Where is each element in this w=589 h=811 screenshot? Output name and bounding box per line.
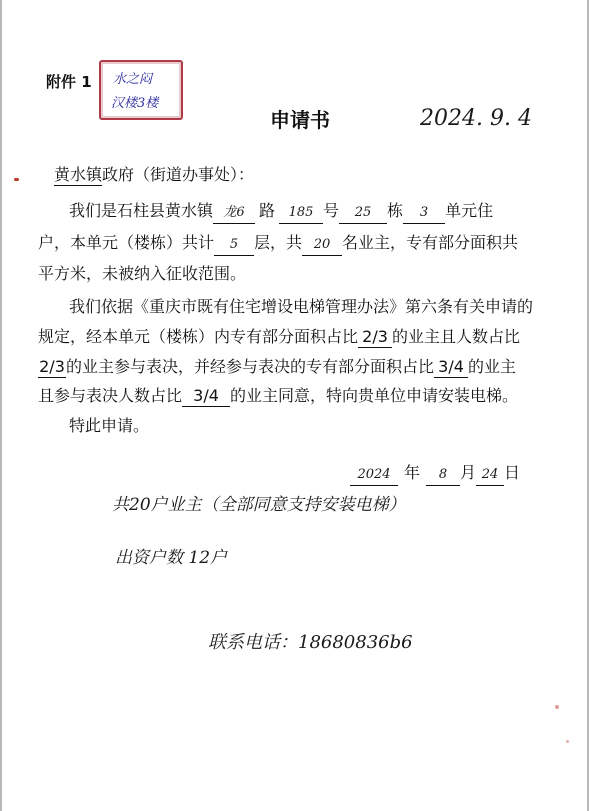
- road-fill: 龙6: [223, 205, 245, 220]
- signature-date: 2024 年 8 月 24 日: [350, 463, 520, 486]
- addressee-line: [54, 165, 254, 186]
- margin-mark: [555, 705, 559, 709]
- attachment-label: 附件 1: [46, 73, 92, 91]
- handwritten-note-owners: 共20户业主（全部同意支持安装电梯）: [112, 495, 406, 515]
- stamp-line-2: 汉楼3楼: [111, 96, 159, 111]
- area-ratio-2: 3/4: [434, 357, 468, 378]
- closing-text: 特此申请。: [69, 416, 150, 435]
- addressee-rest: 政府（街道办事处）：: [102, 165, 255, 184]
- addressee-name: 黄水镇: [54, 165, 103, 184]
- margin-mark: [566, 740, 569, 743]
- margin-mark: [14, 178, 19, 181]
- owners-fill: 20: [313, 237, 331, 252]
- paragraph-1-line-2: 户，本单元（楼栋）共计 5 层，共 20 名业主，专有部分面积共: [38, 233, 518, 256]
- paragraph-2-line-1: 我们依据《重庆市既有住宅增设电梯管理办法》第六条有关申请的: [69, 297, 534, 316]
- handwritten-note-contributors: 出资户数 12户: [115, 548, 228, 568]
- people-ratio-2: 3/4: [182, 386, 230, 407]
- scan-edge-left: [0, 0, 2, 811]
- paragraph-1-line-1: 我们是石柱县黄水镇 龙6 路 185 号 25 栋 3 单元住: [69, 201, 493, 224]
- number-fill: 185: [288, 205, 314, 220]
- paragraph-2-line-4: 且参与表决人数占比 3/4 的业主同意，特向贵单位申请安装电梯。: [38, 386, 519, 405]
- area-ratio-1: 2/3: [358, 327, 392, 348]
- paragraph-1-line-3: 平方米，未被纳入征收范围。: [38, 264, 247, 283]
- floors-fill: 5: [229, 237, 239, 252]
- people-ratio-1: 2/3: [39, 357, 65, 376]
- paragraph-2-line-2: 规定，经本单元（楼栋）内专有部分面积占比 2/3 的业主且人数占比: [38, 327, 521, 346]
- unit-fill: 3: [419, 205, 429, 220]
- handwritten-date: 2024. 9. 4: [420, 106, 532, 131]
- handwritten-note-phone: 联系电话：18680836b6: [208, 632, 413, 653]
- year-fill: 2024: [357, 467, 391, 482]
- document-title: 申请书: [270, 108, 330, 132]
- paragraph-2-line-3: 2/3的业主参与表决，并经参与表决的专有部分面积占比 3/4 的业主: [39, 357, 517, 376]
- building-fill: 25: [354, 205, 372, 220]
- official-stamp: [99, 60, 183, 120]
- month-fill: 8: [438, 467, 448, 482]
- day-fill: 24: [481, 467, 499, 482]
- stamp-line-1: 水之闷: [113, 72, 153, 87]
